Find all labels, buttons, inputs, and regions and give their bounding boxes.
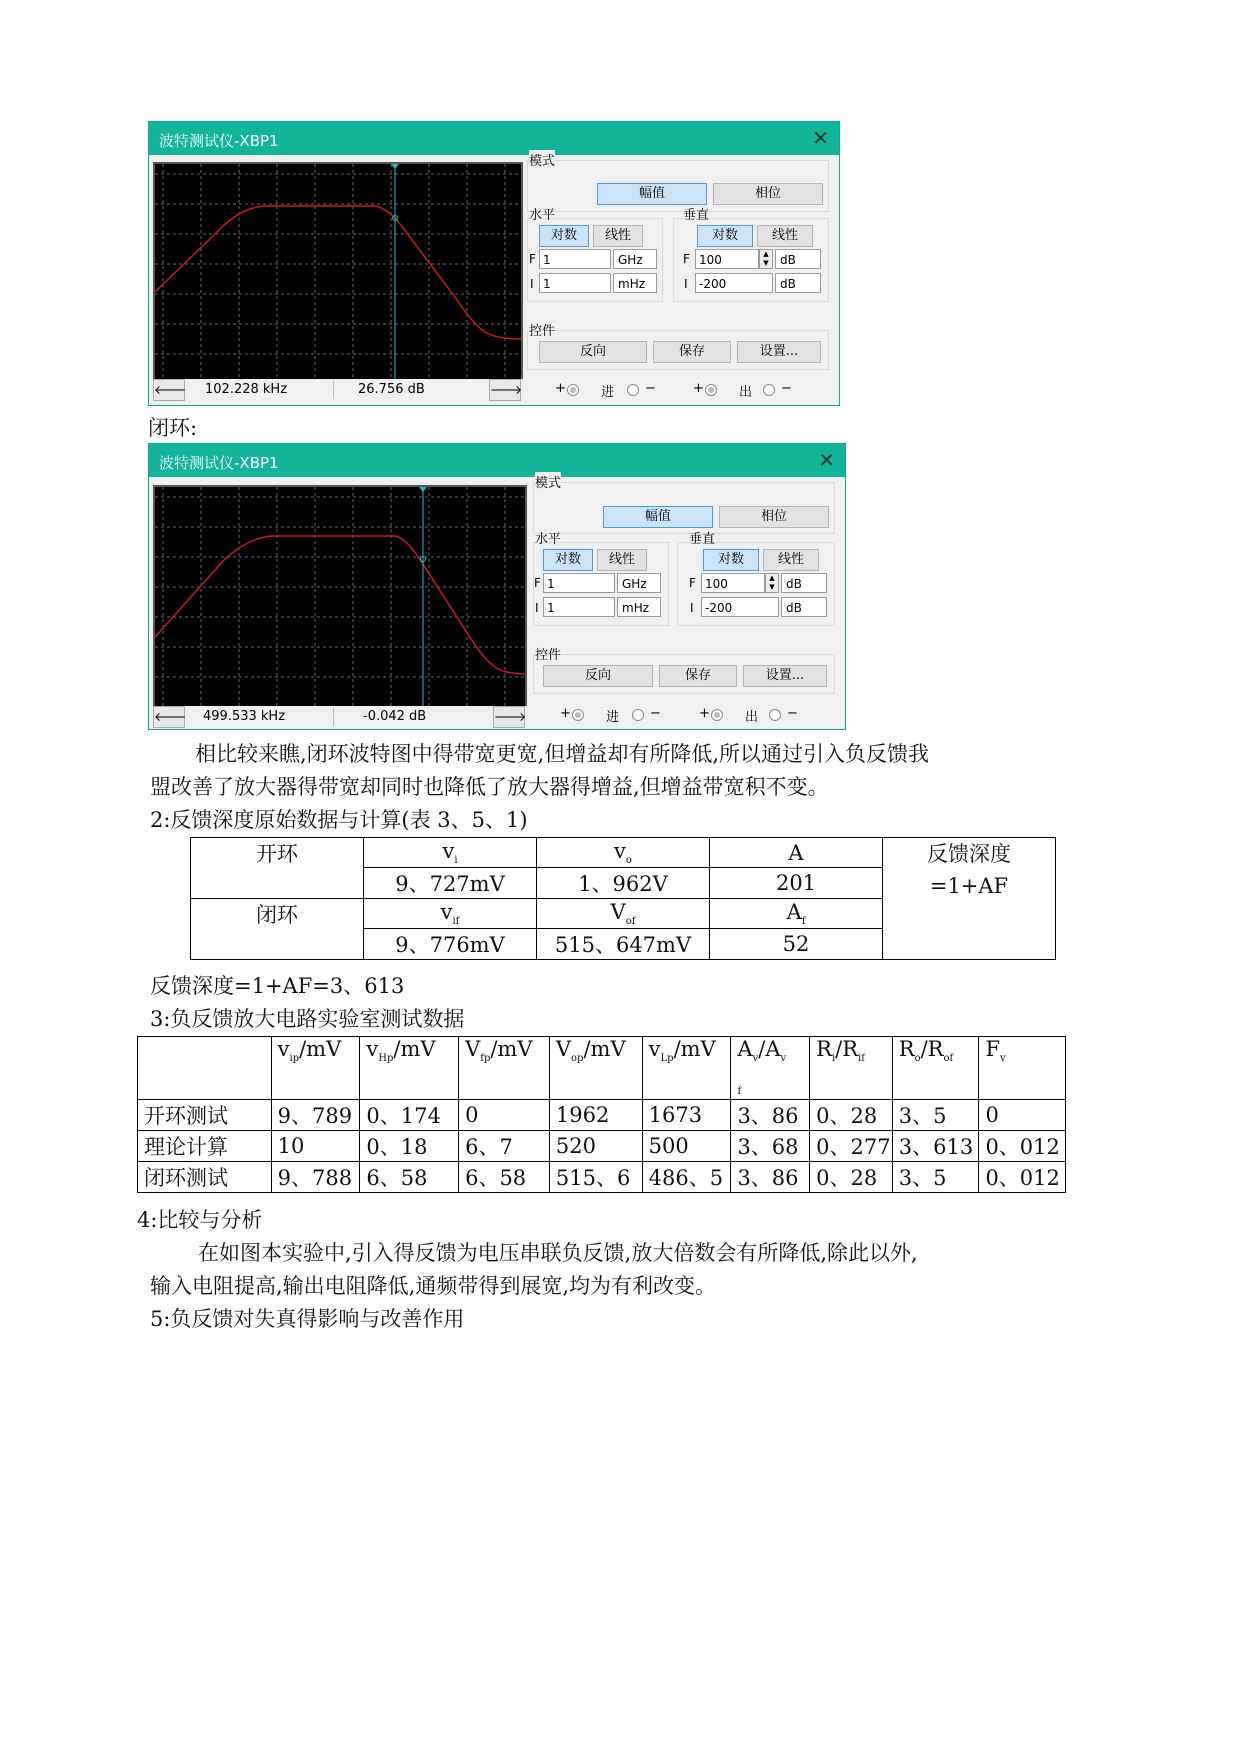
table-cell: 0、012 <box>979 1131 1066 1162</box>
vertical-log-button[interactable]: 对数 <box>703 549 759 571</box>
table-cell: 0 <box>979 1100 1066 1131</box>
in-minus-label: − <box>650 706 661 721</box>
window-title: 波特测试仪-XBP1 <box>159 454 279 472</box>
frequency-readout: 499.533 kHz <box>203 709 286 724</box>
header-af: $A_f$ <box>710 899 883 929</box>
bode-plot-graph <box>155 164 521 396</box>
table-cell: 0 <box>459 1100 550 1131</box>
table-cell: 9、789 <box>271 1100 360 1131</box>
horizontal-final-label: F <box>534 576 541 590</box>
horizontal-initial-label: I <box>535 601 539 615</box>
vertical-initial-input[interactable]: -200 <box>695 273 773 293</box>
controls-label: 控件 <box>529 320 555 339</box>
horizontal-initial-unit[interactable]: mHz <box>617 597 661 617</box>
horizontal-final-unit[interactable]: GHz <box>617 573 661 593</box>
closed-loop-label-cell: 闭环 <box>191 899 364 960</box>
horizontal-initial-input[interactable]: 1 <box>543 597 615 617</box>
table-cell: 486、5 <box>642 1162 731 1193</box>
out-plus-label: + <box>699 706 710 721</box>
gain-readout: 26.756 dB <box>358 382 425 397</box>
magnitude-button[interactable]: 幅值 <box>603 506 713 528</box>
in-plus-label: + <box>560 706 571 721</box>
horizontal-initial-unit[interactable]: mHz <box>613 273 657 293</box>
closed-a-value: 52 <box>710 929 883 960</box>
header-a: A <box>710 838 883 868</box>
horizontal-label: 水平 <box>535 532 562 547</box>
bode-plotter-window-open-loop <box>148 121 840 406</box>
vertical-linear-button[interactable]: 线性 <box>763 549 819 571</box>
settings-button[interactable]: 设置... <box>743 665 827 687</box>
heading-5: 5:负反馈对失真得影响与改善作用 <box>150 1307 465 1331</box>
table-cell: 0、174 <box>360 1100 459 1131</box>
plot-grid <box>155 164 521 396</box>
table-cell: 0、012 <box>979 1162 1066 1193</box>
in-plus-terminal[interactable] <box>567 384 579 396</box>
out-plus-terminal[interactable] <box>711 709 723 721</box>
cursor-right-button[interactable]: 🡒 <box>489 379 521 401</box>
in-minus-terminal[interactable] <box>632 709 644 721</box>
closed-vi-value: 9、776mV <box>364 929 537 960</box>
horizontal-initial-input[interactable]: 1 <box>539 273 611 293</box>
horizontal-log-button[interactable]: 对数 <box>543 549 593 571</box>
phase-button[interactable]: 相位 <box>713 183 823 205</box>
reverse-button[interactable]: 反向 <box>543 665 653 687</box>
vertical-label: 垂直 <box>689 532 716 547</box>
bode-plot-screen <box>153 485 527 723</box>
vertical-initial-label: I <box>690 601 694 615</box>
vertical-final-input[interactable]: 100 <box>695 249 759 269</box>
paragraph-1-line-2: 盟改善了放大器得带宽却同时也降低了放大器得增益,但增益带宽积不变。 <box>150 775 829 799</box>
table-cell: 0、28 <box>810 1100 893 1131</box>
horizontal-final-unit[interactable]: GHz <box>613 249 657 269</box>
corner-cell <box>138 1037 272 1100</box>
controls-label: 控件 <box>535 644 561 663</box>
table-cell: 500 <box>642 1131 731 1162</box>
header-cell: $R_o/R_{of}$ <box>892 1037 979 1100</box>
close-icon[interactable]: ✕ <box>818 448 835 472</box>
table-cell: 6、58 <box>360 1162 459 1193</box>
feedback-depth-table <box>190 837 1056 960</box>
cursor-status-bar <box>153 706 527 728</box>
close-icon[interactable]: ✕ <box>812 126 829 150</box>
window-title: 波特测试仪-XBP1 <box>159 132 279 150</box>
save-button[interactable]: 保存 <box>659 665 737 687</box>
header-vif: $v_{if}$ <box>364 899 537 929</box>
row-label: 开环测试 <box>138 1100 272 1131</box>
open-loop-label: 开环 <box>191 838 364 899</box>
cursor-marker-top <box>419 487 427 492</box>
out-plus-terminal[interactable] <box>705 384 717 396</box>
horizontal-final-input[interactable]: 1 <box>543 573 615 593</box>
header-cell: $A_v/A_v$ f <box>731 1037 810 1100</box>
table-cell: 3、613 <box>892 1131 979 1162</box>
phase-button[interactable]: 相位 <box>719 506 829 528</box>
status-divider <box>333 381 334 399</box>
bode-plotter-window-closed-loop <box>148 443 846 730</box>
header-vi: $v_i$ <box>364 838 537 868</box>
table-cell: 6、58 <box>459 1162 550 1193</box>
save-button[interactable]: 保存 <box>653 341 731 363</box>
in-label: 进 <box>601 385 615 400</box>
header-cell: $F_v$ <box>979 1037 1066 1100</box>
vertical-final-unit[interactable]: dB <box>775 249 821 269</box>
table-cell: 1962 <box>549 1100 642 1131</box>
closed-vo-value: 515、647mV <box>537 929 710 960</box>
window-titlebar[interactable] <box>149 444 845 477</box>
paragraph-2-line-2: 输入电阻提高,输出电阻降低,通频带得到展宽,均为有利改变。 <box>150 1274 717 1298</box>
table-cell: 3、86 <box>731 1100 810 1131</box>
table-row <box>138 1100 1066 1131</box>
horizontal-initial-label: I <box>530 277 534 291</box>
out-label: 出 <box>745 710 759 725</box>
vertical-initial-unit[interactable]: dB <box>775 273 821 293</box>
header-vo: $v_o$ <box>537 838 710 868</box>
header-cell: $R_i/R_{if}$ <box>810 1037 893 1100</box>
bode-plot-screen <box>153 162 523 398</box>
in-minus-terminal[interactable] <box>627 384 639 396</box>
header-cell: $V_{op}/mV$ <box>549 1037 642 1100</box>
feedback-depth-cell: 反馈深度 =1+AF <box>883 838 1056 960</box>
vertical-initial-unit[interactable]: dB <box>781 597 827 617</box>
vertical-linear-button[interactable]: 线性 <box>757 225 813 247</box>
plot-grid <box>155 487 525 721</box>
feedback-depth-result: 反馈深度=1+AF=3、613 <box>150 974 405 998</box>
mode-label: 模式 <box>529 150 555 169</box>
magnitude-trace <box>155 206 521 339</box>
table-cell: 515、6 <box>549 1162 642 1193</box>
paragraph-1-line-1: 相比较来瞧,闭环波特图中得带宽更宽,但增益却有所降低,所以通过引入负反馈我 <box>195 742 930 766</box>
closed-loop-label: 闭环: <box>148 416 198 440</box>
horizontal-linear-button[interactable]: 线性 <box>593 225 643 247</box>
horizontal-log-button[interactable]: 对数 <box>539 225 589 247</box>
table-cell: 520 <box>549 1131 642 1162</box>
out-minus-label: − <box>787 706 798 721</box>
cursor-right-button[interactable]: 🡒 <box>493 706 525 728</box>
table-row <box>138 1131 1066 1162</box>
table-cell: 3、5 <box>892 1100 979 1131</box>
lab-test-data-table <box>137 1036 1066 1193</box>
table-cell: 0、28 <box>810 1162 893 1193</box>
table-cell: 3、68 <box>731 1131 810 1162</box>
heading-2: 2:反馈深度原始数据与计算(表 3、5、1) <box>150 808 528 832</box>
vertical-final-spinner[interactable]: ▲ ▼ <box>765 573 779 593</box>
out-label: 出 <box>739 385 753 400</box>
header-cell: $V_{fp}/mV$ <box>459 1037 550 1100</box>
table-row <box>138 1162 1066 1193</box>
out-minus-terminal[interactable] <box>769 709 781 721</box>
header-cell: $v_{Lp}/mV$ <box>642 1037 731 1100</box>
horizontal-final-input[interactable]: 1 <box>539 249 611 269</box>
heading-4: 4:比较与分析 <box>137 1208 263 1232</box>
horizontal-final-label: F <box>529 252 536 266</box>
vertical-initial-label: I <box>684 277 688 291</box>
open-vi-value: 9、727mV <box>364 868 537 899</box>
table-cell: 0、277 <box>810 1131 893 1162</box>
open-a-value: 201 <box>710 868 883 899</box>
mode-label: 模式 <box>535 472 561 491</box>
frequency-readout: 102.228 kHz <box>205 382 288 397</box>
header-subscript-f: f <box>737 1086 742 1097</box>
row-label: 理论计算 <box>138 1131 272 1162</box>
table-cell: 9、788 <box>271 1162 360 1193</box>
reverse-button[interactable]: 反向 <box>539 341 647 363</box>
in-plus-terminal[interactable] <box>572 709 584 721</box>
in-label: 进 <box>606 710 620 725</box>
vertical-final-unit[interactable]: dB <box>781 573 827 593</box>
heading-3: 3:负反馈放大电路实验室测试数据 <box>150 1007 465 1031</box>
vertical-final-spinner[interactable]: ▲ ▼ <box>759 249 773 269</box>
gain-readout: -0.042 dB <box>363 709 427 724</box>
out-minus-terminal[interactable] <box>763 384 775 396</box>
horizontal-label: 水平 <box>529 208 556 223</box>
cursor-left-button[interactable]: 🡐 <box>153 379 185 401</box>
status-divider <box>333 708 334 726</box>
paragraph-2-line-1: 在如图本实验中,引入得反馈为电压串联负反馈,放大倍数会有所降低,除此以外, <box>198 1241 918 1265</box>
vertical-final-label: F <box>689 576 696 590</box>
table-cell: 0、18 <box>360 1131 459 1162</box>
cursor-marker-top <box>391 164 399 169</box>
open-vo-value: 1、962V <box>537 868 710 899</box>
header-cell: $v_{Hp}/mV$ <box>360 1037 459 1100</box>
window-titlebar[interactable] <box>149 122 839 155</box>
table-cell: 6、7 <box>459 1131 550 1162</box>
table-cell: 3、5 <box>892 1162 979 1193</box>
cursor-status-bar <box>153 379 523 401</box>
settings-button[interactable]: 设置... <box>737 341 821 363</box>
header-vof: $V_{of}$ <box>537 899 710 929</box>
vertical-label: 垂直 <box>683 208 710 223</box>
in-plus-label: + <box>555 381 566 396</box>
horizontal-linear-button[interactable]: 线性 <box>597 549 647 571</box>
vertical-log-button[interactable]: 对数 <box>697 225 753 247</box>
table-cell: 1673 <box>642 1100 731 1131</box>
out-minus-label: − <box>781 381 792 396</box>
magnitude-button[interactable]: 幅值 <box>597 183 707 205</box>
header-cell: $v_{ip}/mV$ <box>271 1037 360 1100</box>
out-plus-label: + <box>693 381 704 396</box>
table-cell: 3、86 <box>731 1162 810 1193</box>
row-label: 闭环测试 <box>138 1162 272 1193</box>
vertical-final-input[interactable]: 100 <box>701 573 765 593</box>
vertical-initial-input[interactable]: -200 <box>701 597 779 617</box>
cursor-left-button[interactable]: 🡐 <box>153 706 185 728</box>
in-minus-label: − <box>645 381 656 396</box>
vertical-final-label: F <box>683 252 690 266</box>
table-cell: 10 <box>271 1131 360 1162</box>
bode-plot-graph <box>155 487 525 721</box>
